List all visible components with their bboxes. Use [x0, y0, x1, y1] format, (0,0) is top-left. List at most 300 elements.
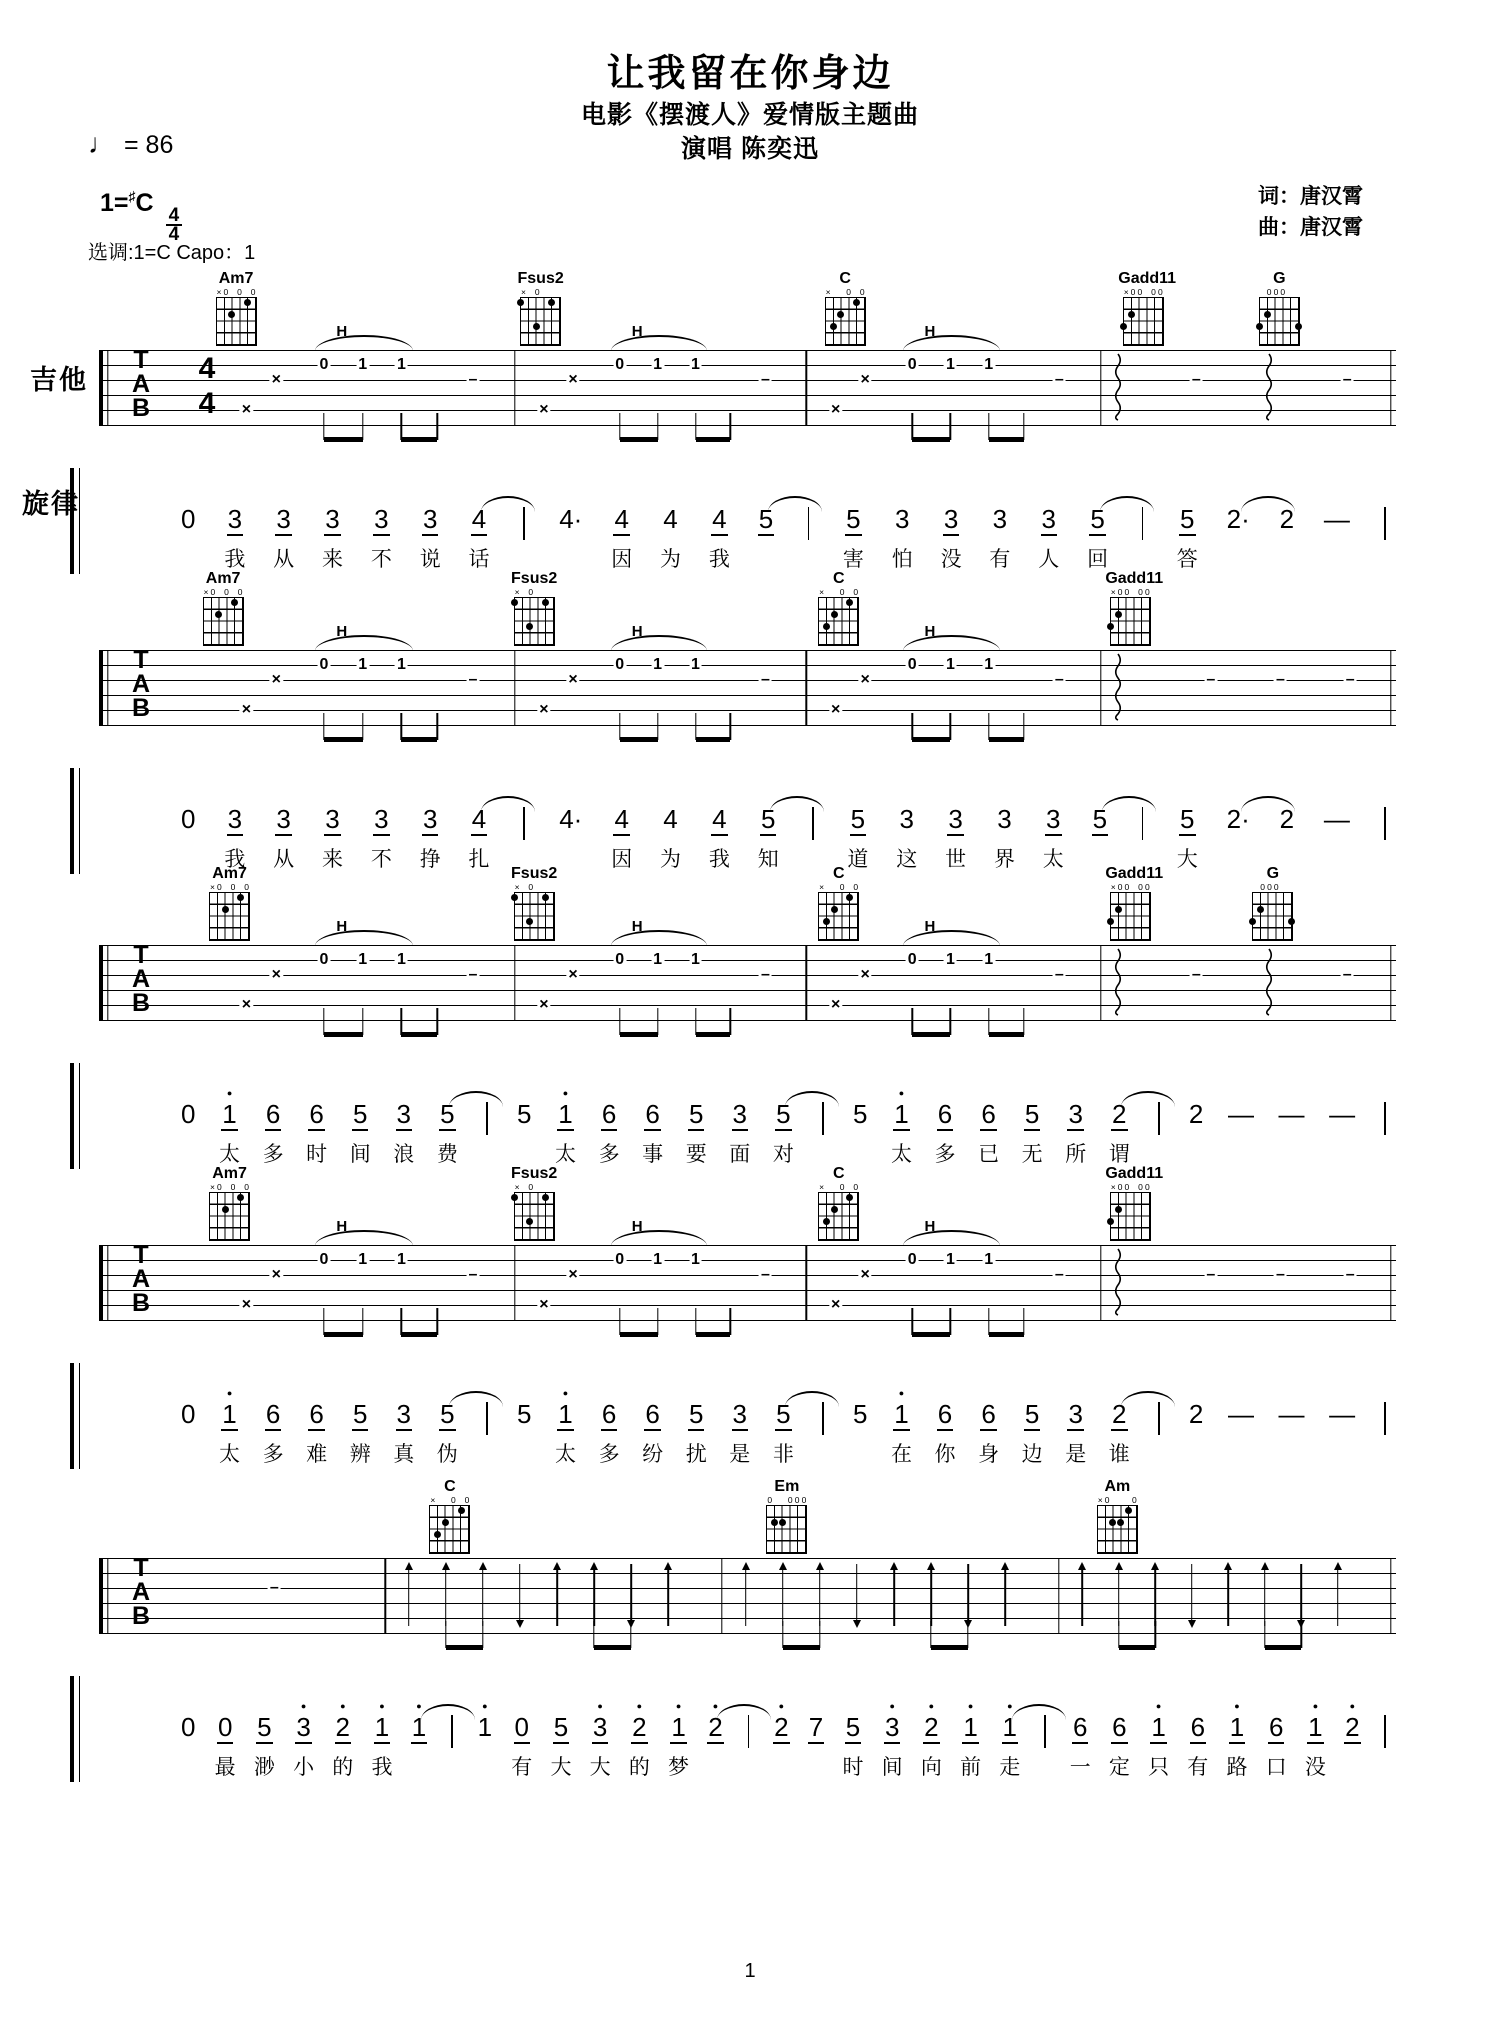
- muted-string-mark: ×: [271, 966, 281, 983]
- note-number: 1: [894, 1099, 909, 1129]
- lyricist-credit: 词：唐汉霄: [1258, 185, 1363, 208]
- arpeggio-squiggle-icon: [1113, 948, 1122, 1016]
- melody-barline: [1379, 1701, 1392, 1783]
- note-number: 3: [943, 504, 959, 534]
- note-number: 3: [374, 504, 389, 534]
- tab-fret-number: 1: [358, 356, 368, 373]
- chord-diagram-C: [425, 1478, 475, 1554]
- staff-start-barline: [99, 1558, 103, 1634]
- string-mark: [846, 1183, 853, 1192]
- string-mark: [1259, 288, 1266, 297]
- melody-note: [437, 1388, 458, 1466]
- melody-note: [1344, 1701, 1360, 1779]
- note-stem: [619, 1008, 620, 1035]
- chord-name: Am7: [218, 270, 254, 287]
- page-number: 1: [744, 1960, 756, 1982]
- melody-note: [371, 493, 392, 571]
- string-mark: [780, 1496, 787, 1505]
- string-mark: [541, 883, 548, 892]
- chord-fretboard-grid: [1252, 892, 1293, 941]
- chord-finger-dot: [434, 1531, 441, 1538]
- melody-note: [773, 1701, 789, 1779]
- melody-note: [686, 1388, 707, 1466]
- lyric-char: 一: [1069, 1756, 1091, 1779]
- tab-measure: [217, 623, 515, 726]
- octave-dot: ●: [562, 1388, 569, 1398]
- octave-dot: ●: [967, 1701, 974, 1711]
- note-number: 3: [997, 804, 1012, 834]
- melody-note: [411, 1701, 427, 1779]
- melody-note: [1022, 1388, 1043, 1466]
- chord-open-string-marks: [514, 588, 555, 597]
- lyric-char: 伪: [436, 1443, 458, 1466]
- melody-note: [273, 793, 294, 871]
- tab-fret-number: 1: [653, 951, 663, 968]
- chord-finger-dot: [511, 599, 518, 606]
- note-stem: [401, 713, 402, 740]
- lyric-char: 害: [842, 548, 864, 571]
- string-mark: [846, 883, 853, 892]
- note-stem: [730, 1008, 731, 1035]
- chord-name: Fsus2: [511, 570, 558, 587]
- string-mark: ×: [819, 587, 825, 597]
- string-mark: [1143, 288, 1150, 297]
- tab-fret-number: 0: [319, 656, 329, 673]
- note-number: 3: [899, 804, 914, 834]
- tab-fret-number: 1: [653, 356, 663, 373]
- melody-note: [555, 1388, 576, 1466]
- melody-note: [599, 1088, 620, 1166]
- note-beam: [989, 437, 1024, 442]
- tab-fret-number: 1: [691, 1251, 700, 1268]
- staff-letter-A: A: [131, 965, 151, 993]
- chord-name: Fsus2: [517, 270, 564, 287]
- note-stem: [695, 1308, 696, 1335]
- chord-finger-dot: [1115, 611, 1122, 618]
- chord-name: Gadd11: [1105, 570, 1164, 587]
- chord-fretboard-grid: [766, 1505, 807, 1554]
- arpeggio-squiggle-icon: [1113, 353, 1122, 421]
- melody-note: [1177, 493, 1198, 571]
- lyric-char: 我: [371, 1756, 393, 1779]
- string-mark: [1117, 1496, 1124, 1505]
- note-number: 4: [471, 504, 487, 534]
- note-number: 3: [396, 1399, 412, 1429]
- tab-measure: [722, 1558, 1059, 1634]
- melody-note: [808, 1701, 824, 1779]
- string-mark: [1124, 1496, 1131, 1505]
- melody-note: [989, 493, 1010, 571]
- chord-fretboard-grid: [825, 297, 866, 346]
- chord-diagram-Fsus2: [516, 270, 566, 346]
- octave-dot: ●: [1234, 1701, 1240, 1711]
- note-stem: [912, 713, 913, 740]
- note-number: 6: [645, 1399, 660, 1429]
- note-number: 5: [1092, 804, 1108, 834]
- chord-finger-dot: [831, 1206, 838, 1213]
- hammer-on-mark: H: [336, 623, 348, 640]
- note-stem: [988, 713, 989, 740]
- lyric-char: 的: [628, 1756, 650, 1779]
- muted-string-mark: ×: [860, 671, 870, 688]
- hammer-on-arc: [611, 335, 707, 351]
- note-stem: [819, 1621, 820, 1648]
- octave-dot: ●: [1007, 1701, 1013, 1711]
- guitar-tab-staff: [100, 270, 1396, 427]
- lyric-char: 多: [598, 1143, 620, 1166]
- string-mark: [832, 588, 839, 597]
- tab-fret-number: 1: [984, 356, 994, 373]
- string-mark: ×: [819, 882, 825, 892]
- hammer-on-mark: H: [336, 1218, 348, 1235]
- note-number: 1: [558, 1399, 573, 1429]
- note-number: 4·: [559, 504, 583, 534]
- note-number: 6: [1190, 1712, 1206, 1742]
- lyric-char: 是: [729, 1443, 751, 1466]
- note-beam: [594, 1645, 631, 1650]
- chord-finger-dot: [237, 894, 244, 901]
- strum-up-arrow-icon: [999, 1563, 1011, 1627]
- melody-note: [516, 1388, 532, 1466]
- melody-note: [758, 793, 779, 871]
- lyric-char: 非: [772, 1443, 794, 1466]
- chord-finger-dot: [533, 323, 540, 330]
- hammer-on-arc: [903, 335, 1000, 351]
- string-mark: ×: [1110, 882, 1116, 892]
- melody-note: [1323, 493, 1351, 571]
- lyric-char: 时: [842, 1756, 864, 1779]
- string-mark: 0: [230, 882, 236, 892]
- chord-fretboard-grid: [818, 597, 859, 646]
- melody-note: [935, 1088, 956, 1166]
- chord-fretboard-grid: [1110, 892, 1151, 941]
- string-mark: 0: [464, 1495, 470, 1505]
- chord-open-string-marks: [1110, 588, 1151, 597]
- tab-measure: [806, 1218, 1100, 1321]
- melody-note: [642, 1388, 663, 1466]
- melody-note: [437, 1088, 458, 1166]
- note-number: 3: [325, 804, 340, 834]
- chord-name: C: [832, 1165, 845, 1182]
- muted-string-mark: ×: [860, 966, 870, 983]
- melody-note: [660, 793, 681, 871]
- melody-staff-label: 旋律: [22, 489, 80, 519]
- string-mark: 0: [1273, 287, 1279, 297]
- note-number: 2: [1188, 1099, 1204, 1129]
- guitar-tab-staff: [100, 1478, 1396, 1635]
- string-mark: 0: [230, 1182, 236, 1192]
- melody-note: [599, 1388, 620, 1466]
- octave-dot: ●: [898, 1088, 905, 1098]
- note-number: 3: [1046, 804, 1061, 834]
- note-stem: [782, 1621, 783, 1648]
- string-mark: [846, 588, 853, 597]
- melody-note: [1227, 1388, 1255, 1466]
- song-subtitle: 电影《摆渡人》爱情版主题曲: [580, 101, 919, 129]
- chord-finger-dot: [823, 1218, 830, 1225]
- string-mark: [534, 588, 541, 597]
- note-number: —: [1329, 1399, 1356, 1429]
- chord-finger-dot: [458, 1507, 465, 1514]
- note-stem: [401, 413, 402, 440]
- note-beam: [989, 737, 1024, 742]
- lyric-char: 这: [896, 848, 918, 871]
- note-number: 5: [1024, 1399, 1040, 1429]
- lyric-char: 小: [293, 1756, 315, 1779]
- chord-open-string-marks: [818, 883, 859, 892]
- note-beam: [989, 1332, 1024, 1337]
- string-mark: [541, 288, 548, 297]
- string-mark: 0: [1273, 882, 1279, 892]
- melody-barline: [445, 1701, 458, 1783]
- system-row-5: [100, 1476, 1396, 1779]
- chord-finger-dot: [231, 599, 238, 606]
- melody-barline: [742, 1701, 755, 1783]
- hammer-on-mark: H: [631, 623, 643, 640]
- slur-arc: [1121, 1391, 1175, 1407]
- tab-measure: [1101, 945, 1391, 1021]
- octave-dot: ●: [898, 1388, 905, 1398]
- note-number: 3: [374, 804, 389, 834]
- chord-finger-dot: [823, 918, 830, 925]
- chord-finger-dot: [215, 611, 222, 618]
- hammer-on-mark: H: [924, 1218, 936, 1235]
- string-mark: 0: [794, 1495, 800, 1505]
- strum-up-arrow-icon: [1222, 1563, 1234, 1627]
- chord-fretboard-grid: [429, 1505, 470, 1554]
- note-stem: [630, 1621, 631, 1648]
- note-number: 5: [852, 1399, 868, 1429]
- melody-note: [945, 793, 966, 871]
- lyric-char: 面: [729, 1143, 751, 1166]
- tab-measure: [515, 918, 807, 1021]
- note-stem: [323, 1308, 324, 1335]
- melody-note: [668, 1701, 689, 1779]
- note-number: 1: [671, 1712, 686, 1742]
- lyric-char: 只: [1148, 1756, 1170, 1779]
- sharp-icon: ♯: [128, 188, 136, 204]
- string-mark: ×: [521, 287, 527, 297]
- melody-note: [1070, 1701, 1091, 1779]
- note-number: 7: [808, 1712, 824, 1742]
- melody-system-bracket: [70, 1363, 80, 1469]
- melody-note: [1109, 1088, 1130, 1166]
- lyric-char: 来: [322, 848, 343, 871]
- chord-open-string-marks: [429, 1496, 470, 1505]
- melody-note: [558, 793, 583, 871]
- melody-note: [773, 1388, 794, 1466]
- staff-letter-A: A: [131, 670, 151, 698]
- note-number: 5: [688, 1399, 704, 1429]
- melody-note: [1148, 1701, 1169, 1779]
- muted-string-mark: ×: [271, 1266, 281, 1283]
- string-mark: [1286, 288, 1293, 297]
- octave-dot: ●: [340, 1701, 346, 1711]
- chord-fretboard-grid: [1259, 297, 1300, 346]
- melody-note: [558, 493, 583, 571]
- string-mark: ×: [1110, 587, 1116, 597]
- melody-note: [729, 1088, 750, 1166]
- note-number: 3: [1068, 1099, 1083, 1129]
- muted-string-mark: ×: [860, 371, 870, 388]
- note-stem: [323, 1008, 324, 1035]
- note-number: 2: [1112, 1099, 1127, 1129]
- melody-system-bracket: [70, 768, 80, 874]
- tab-fret-number: 1: [396, 356, 406, 373]
- tab-fret-number: 0: [319, 356, 329, 373]
- staff-letter-T: T: [133, 346, 149, 374]
- octave-dot: ●: [928, 1701, 935, 1711]
- string-mark: [520, 1183, 527, 1192]
- staff-letter-B: B: [131, 1289, 151, 1317]
- octave-dot: ●: [778, 1701, 785, 1711]
- strum-up-arrow-icon: [1332, 1563, 1344, 1627]
- melody-note: [263, 1088, 284, 1166]
- chord-finger-dot: [831, 611, 838, 618]
- string-mark: [548, 588, 555, 597]
- note-number: 2·: [1226, 504, 1250, 534]
- note-stem: [912, 413, 913, 440]
- string-mark: 0: [237, 587, 243, 597]
- lyric-char: 大: [550, 1756, 572, 1779]
- note-number: 5: [1180, 804, 1195, 834]
- chord-finger-dot: [237, 1194, 244, 1201]
- strum-up-arrow-icon: [1113, 1563, 1125, 1627]
- muted-string-mark: ×: [831, 996, 841, 1013]
- string-mark: [436, 1496, 443, 1505]
- lyric-char: 多: [262, 1143, 284, 1166]
- note-number: 3: [325, 504, 340, 534]
- string-mark: 0: [216, 1182, 222, 1192]
- lyric-char: 渺: [253, 1756, 275, 1779]
- tab-rest-dash: –: [1345, 671, 1355, 688]
- string-mark: 0: [1117, 882, 1123, 892]
- hammer-on-mark: H: [631, 918, 643, 935]
- note-number: 5: [852, 1099, 868, 1129]
- note-beam: [931, 1645, 968, 1650]
- string-mark: [548, 1183, 555, 1192]
- string-mark: 0: [1124, 587, 1130, 597]
- melody-note: [1187, 1701, 1208, 1779]
- chord-open-string-marks: [1097, 1496, 1138, 1505]
- string-mark: [832, 288, 839, 297]
- tab-measure: [515, 323, 807, 426]
- melody-note: [1305, 1701, 1326, 1779]
- strum-down-arrow-icon: [962, 1563, 974, 1627]
- staff-letter-B: B: [131, 1602, 151, 1630]
- muted-string-mark: ×: [539, 1296, 549, 1313]
- melody-note: [758, 493, 774, 571]
- string-mark: [547, 288, 554, 297]
- chord-finger-dot: [1107, 623, 1114, 630]
- note-stem: [950, 1008, 951, 1035]
- tab-rest-dash: –: [1342, 371, 1352, 388]
- chord-finger-dot: [1117, 1519, 1124, 1526]
- string-mark: 0: [1266, 287, 1272, 297]
- chord-diagram-Am7: [211, 270, 261, 346]
- lyric-char: 路: [1226, 1756, 1248, 1779]
- note-number: 0: [181, 804, 196, 834]
- lyric-char: 你: [934, 1443, 956, 1466]
- string-mark: 0: [534, 287, 540, 297]
- octave-dot: ●: [416, 1701, 422, 1711]
- string-mark: 0: [1117, 587, 1123, 597]
- note-number: 6: [937, 1099, 953, 1129]
- melody-barline: [802, 493, 815, 575]
- octave-dot: ●: [226, 1088, 233, 1098]
- melody-note: [773, 1088, 794, 1166]
- lyric-char: 我: [224, 548, 246, 571]
- chord-diagram-Am7: [205, 865, 255, 941]
- melody-barline: [1379, 1388, 1392, 1470]
- strum-up-arrow-icon: [925, 1563, 937, 1627]
- tab-measure: [515, 1218, 807, 1321]
- staff-letter-T: T: [133, 1241, 149, 1269]
- melody-note: [371, 793, 392, 871]
- string-mark: [1130, 588, 1137, 597]
- chord-open-string-marks: [203, 588, 244, 597]
- chord-open-string-marks: [818, 588, 859, 597]
- chord-finger-dot: [846, 1194, 853, 1201]
- chord-open-string-marks: [825, 288, 866, 297]
- tab-measure: [139, 1558, 385, 1634]
- lyric-char: 大: [589, 1756, 611, 1779]
- lyric-char: 从: [273, 548, 295, 571]
- lyric-char: 走: [999, 1756, 1021, 1779]
- tab-fret-number: 1: [691, 656, 700, 673]
- melody-note: [224, 793, 245, 871]
- note-number: 2: [1188, 1399, 1204, 1429]
- muted-string-mark: ×: [568, 966, 578, 983]
- chord-finger-dot: [853, 299, 860, 306]
- tab-rest-dash: –: [761, 1266, 770, 1283]
- tab-measure: [806, 623, 1100, 726]
- melody-note: [896, 793, 917, 871]
- tab-measure: [217, 323, 515, 426]
- tab-fret-number: 1: [653, 1251, 663, 1268]
- string-mark: [443, 1496, 450, 1505]
- string-mark: [236, 1183, 243, 1192]
- note-number: 3: [276, 804, 291, 834]
- string-mark: [852, 288, 859, 297]
- chord-open-string-marks: [1252, 883, 1293, 892]
- note-stem: [482, 1621, 483, 1648]
- strum-up-arrow-icon: [1149, 1563, 1161, 1627]
- chord-finger-dot: [1128, 311, 1135, 318]
- arpeggio-squiggle-icon: [1264, 948, 1273, 1016]
- note-stem: [657, 413, 658, 440]
- melody-note: [1323, 793, 1351, 871]
- note-beam: [783, 1645, 820, 1650]
- string-mark: 0: [224, 587, 229, 597]
- chord-finger-dot: [1120, 323, 1127, 330]
- tab-fret-number: 0: [615, 656, 625, 673]
- chord-finger-dot: [846, 894, 853, 901]
- melody-note: [254, 1701, 275, 1779]
- note-number: 1: [1308, 1712, 1323, 1742]
- melody-note: [1188, 1088, 1204, 1166]
- tab-rest-dash: –: [761, 966, 770, 983]
- lyric-char: 有: [1187, 1756, 1209, 1779]
- chord-open-string-marks: [209, 1183, 250, 1192]
- string-mark: 0: [223, 287, 229, 297]
- melody-note: [994, 793, 1015, 871]
- chord-open-string-marks: [1259, 288, 1300, 297]
- tab-rest-dash: –: [1206, 1266, 1216, 1283]
- note-number: 3: [276, 504, 291, 534]
- note-stem: [930, 1621, 931, 1648]
- note-number: 1: [963, 1712, 978, 1742]
